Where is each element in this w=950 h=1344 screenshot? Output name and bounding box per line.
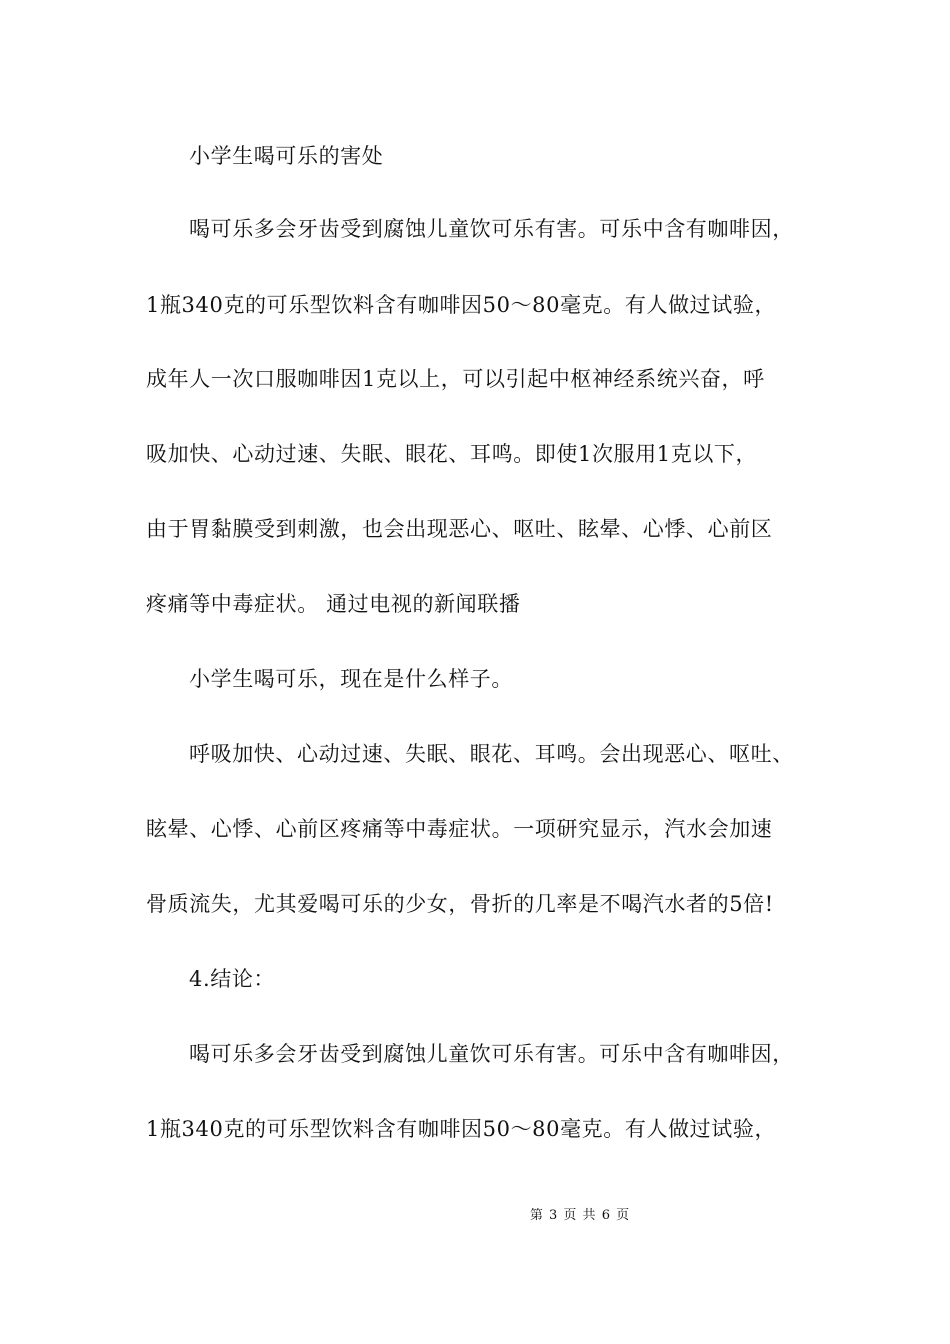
paragraph-line: 1瓶340克的可乐型饮料含有咖啡因50～80毫克。有人做过试验， [146, 1117, 777, 1141]
paragraph-line: 小学生喝可乐，现在是什么样子。 [189, 667, 513, 691]
paragraph-line: 骨质流失，尤其爱喝可乐的少女，骨折的几率是不喝汽水者的5倍! [146, 892, 774, 916]
paragraph-line: 吸加快、心动过速、失眠、眼花、耳鸣。即使1次服用1克以下， [146, 442, 758, 466]
paragraph-line: 由于胃黏膜受到刺激，也会出现恶心、呕吐、眩晕、心悸、心前区 [146, 517, 773, 541]
paragraph-line: 疼痛等中毒症状。 通过电视的新闻联播 [146, 592, 521, 616]
paragraph-line: 1瓶340克的可乐型饮料含有咖啡因50～80毫克。有人做过试验， [146, 293, 777, 317]
paragraph-line: 喝可乐多会牙齿受到腐蚀儿童饮可乐有害。可乐中含有咖啡因， [189, 1042, 794, 1066]
paragraph-line: 呼吸加快、心动过速、失眠、眼花、耳鸣。会出现恶心、呕吐、 [189, 742, 794, 766]
page-number-footer: 第 3 页 共 6 页 [529, 1208, 631, 1223]
paragraph-line: 眩晕、心悸、心前区疼痛等中毒症状。一项研究显示，汽水会加速 [146, 817, 773, 841]
paragraph-line: 成年人一次口服咖啡因1克以上，可以引起中枢神经系统兴奋，呼 [146, 367, 765, 391]
section-heading: 小学生喝可乐的害处 [189, 144, 384, 168]
conclusion-heading: 4.结论： [189, 967, 276, 991]
paragraph-line: 喝可乐多会牙齿受到腐蚀儿童饮可乐有害。可乐中含有咖啡因， [189, 217, 794, 241]
